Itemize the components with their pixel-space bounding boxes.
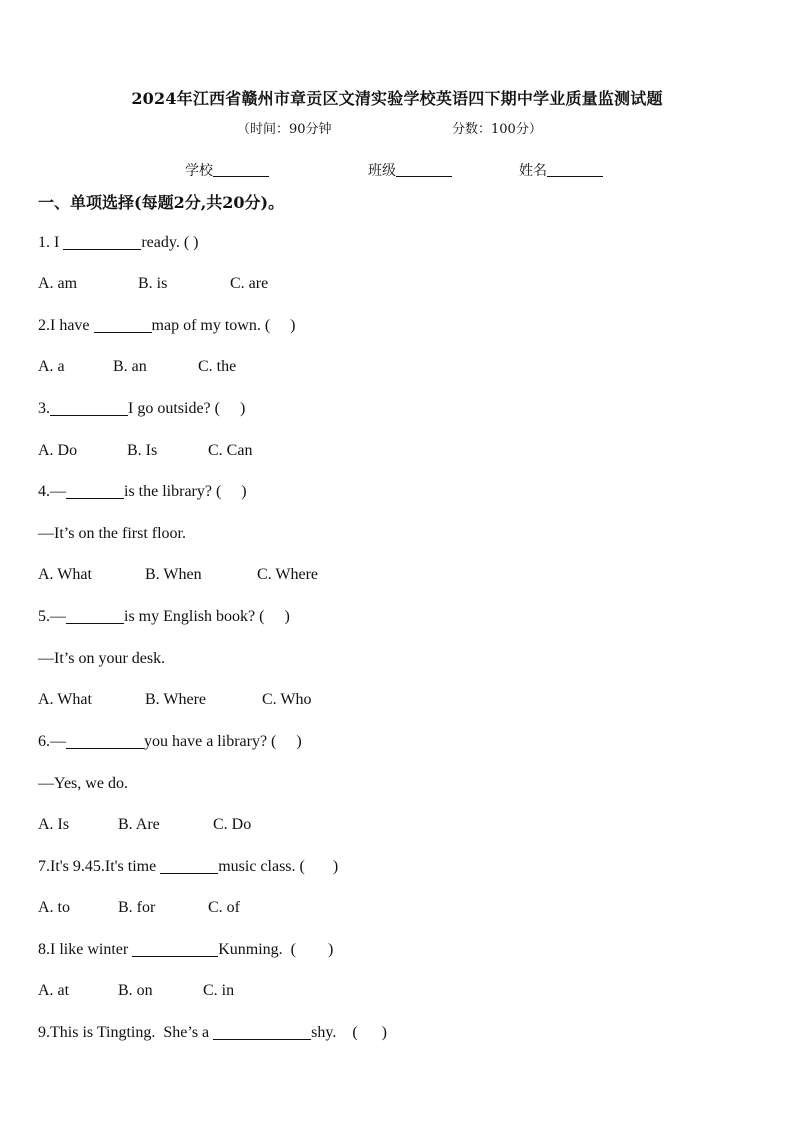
- question-5-text: is my English book? ( ): [124, 608, 290, 625]
- question-3-option-a[interactable]: A. Do: [38, 442, 78, 459]
- question-6-reply: —Yes, we do.: [38, 775, 128, 792]
- question-7-text: music class. ( ): [218, 858, 339, 875]
- question-6-blank[interactable]: [66, 732, 144, 749]
- question-6-option-a[interactable]: A. Is: [38, 816, 70, 833]
- question-6-option-c[interactable]: C. Do: [213, 816, 252, 833]
- question-6-option-b[interactable]: B. Are: [118, 816, 160, 833]
- question-4-option-a[interactable]: A. What: [38, 566, 92, 583]
- question-7-option-a[interactable]: A. to: [38, 899, 70, 916]
- question-7: [38, 857, 338, 877]
- question-5-option-a[interactable]: A. What: [38, 691, 92, 708]
- question-6-text: you have a library? ( ): [144, 733, 302, 750]
- question-1-option-c[interactable]: C. are: [230, 275, 269, 292]
- question-8-option-a[interactable]: A. at: [38, 982, 70, 999]
- question-5-blank[interactable]: [66, 607, 124, 624]
- name-blank[interactable]: [547, 161, 603, 177]
- question-3-blank[interactable]: [50, 399, 128, 416]
- question-4-option-b[interactable]: B. When: [145, 566, 202, 583]
- class-label: 班级: [368, 163, 396, 179]
- question-3-number: 3.: [38, 400, 50, 417]
- class-blank[interactable]: [396, 161, 452, 177]
- question-2-option-c[interactable]: C. the: [198, 358, 237, 375]
- question-4: [38, 482, 247, 502]
- section-heading: 一、单项选择(每题2分,共20分)。: [38, 193, 285, 212]
- question-7-blank[interactable]: [160, 857, 218, 874]
- question-1-option-b[interactable]: B. is: [138, 275, 168, 292]
- question-4-option-c[interactable]: C. Where: [257, 566, 319, 583]
- question-4-reply: —It’s on the first floor.: [38, 525, 186, 542]
- question-4-text: is the library? ( ): [124, 483, 247, 500]
- question-8-text: Kunming. ( ): [218, 941, 334, 958]
- question-5-reply: —It’s on your desk.: [38, 650, 166, 667]
- question-1-number: 1. I: [38, 234, 64, 251]
- question-1-option-a[interactable]: A. am: [38, 275, 78, 292]
- exam-time: （时间：90分钟: [237, 122, 332, 137]
- question-8: [38, 940, 333, 960]
- question-8-option-b[interactable]: B. on: [118, 982, 153, 999]
- question-9-number: 9.This is Tingting. She’s a: [38, 1024, 214, 1041]
- question-9: [38, 1023, 387, 1043]
- question-1: [38, 233, 198, 253]
- question-7-option-c[interactable]: C. of: [208, 899, 240, 916]
- question-2-option-b[interactable]: B. an: [113, 358, 147, 375]
- question-2-option-a[interactable]: A. a: [38, 358, 65, 375]
- page-title: 2024年江西省赣州市章贡区文清实验学校英语四下期中学业质量监测试题: [131, 89, 663, 108]
- question-2-blank[interactable]: [94, 316, 152, 333]
- question-5-number: 5.—: [38, 608, 66, 625]
- question-2-text: map of my town. ( ): [151, 317, 296, 334]
- question-2: [38, 316, 296, 336]
- question-3-option-c[interactable]: C. Can: [208, 442, 253, 459]
- class-field: [368, 160, 452, 180]
- question-1-blank[interactable]: [63, 233, 141, 250]
- name-label: 姓名: [519, 163, 547, 179]
- question-9-blank[interactable]: [213, 1023, 311, 1040]
- question-8-blank[interactable]: [132, 940, 218, 957]
- question-3: [38, 399, 245, 419]
- question-3-option-b[interactable]: B. Is: [127, 442, 158, 459]
- question-6-number: 6.—: [38, 733, 66, 750]
- question-2-number: 2.I have: [38, 317, 94, 334]
- question-8-option-c[interactable]: C. in: [203, 982, 235, 999]
- name-field: [519, 160, 603, 180]
- question-8-number: 8.I like winter: [38, 941, 133, 958]
- question-1-text: ready. ( ): [141, 234, 199, 251]
- question-5: [38, 607, 290, 627]
- school-blank[interactable]: [213, 161, 269, 177]
- question-3-text: I go outside? ( ): [128, 400, 246, 417]
- question-5-option-b[interactable]: B. Where: [145, 691, 207, 708]
- exam-score: 分数：100分）: [452, 122, 542, 137]
- school-field: [185, 160, 269, 180]
- question-9-text: shy. ( ): [311, 1024, 387, 1041]
- school-label: 学校: [185, 163, 213, 179]
- question-5-option-c[interactable]: C. Who: [262, 691, 312, 708]
- question-7-option-b[interactable]: B. for: [118, 899, 156, 916]
- question-6: [38, 732, 302, 752]
- question-4-number: 4.—: [38, 483, 66, 500]
- question-7-number: 7.It's 9.45.It's time: [38, 858, 161, 875]
- question-4-blank[interactable]: [66, 482, 124, 499]
